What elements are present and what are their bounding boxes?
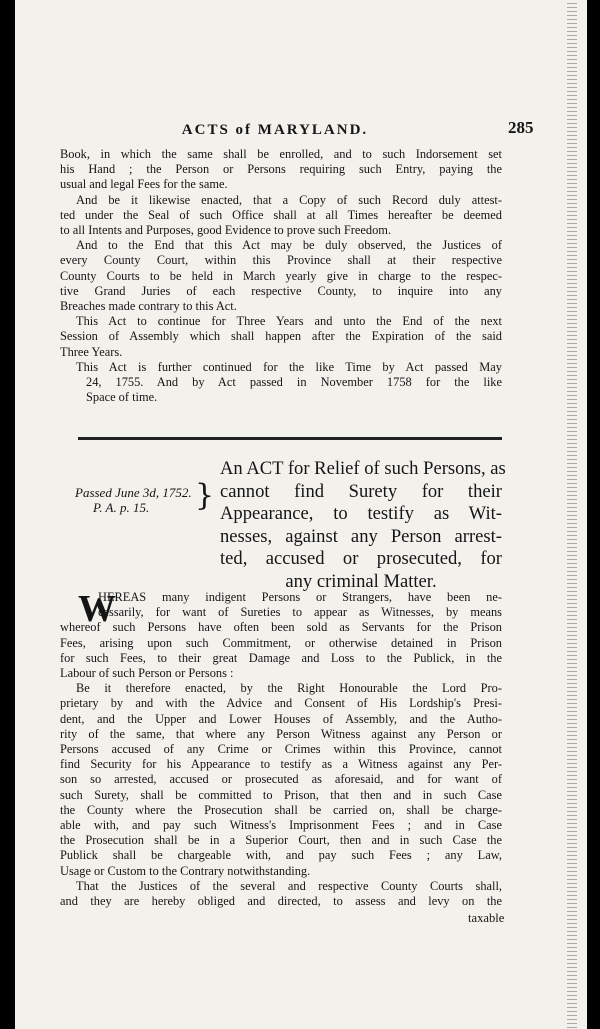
section-divider	[78, 437, 502, 440]
text-line: Labour of such Person or Persons :	[60, 666, 234, 681]
text-line: HEREAS many indigent Persons or Strangers, have been ne-	[98, 590, 502, 604]
text-line: usual and legal Fees for the same.	[60, 177, 228, 192]
act-title-line: cannot find Surety for their	[220, 480, 502, 502]
text-line: prietary by and with the Advice and Consent of His Lordship's Presi-	[60, 696, 502, 711]
act-title-line: ted, accused or prosecuted, for	[220, 548, 502, 569]
act-title	[220, 458, 506, 593]
text-line: And to the End that this Act may be duly observed, the Justices of	[76, 238, 502, 253]
text-line: to all Intents and Purposes, good Evidence to prove such Freedom.	[60, 223, 392, 238]
text-block-act-body	[60, 590, 502, 909]
text-line: Usage or Custom to the Contrary notwithstanding.	[60, 863, 311, 878]
text-line: find Security for his Appearance to testify as a Witness against any Per-	[60, 757, 502, 772]
margin-note	[75, 485, 192, 515]
text-line: Persons accused of any Crime or Crimes within this Province, cannot	[60, 742, 502, 757]
text-line: for such Fees, to their great Damage and Loss to the Publick, in the	[60, 650, 502, 665]
text-line: tive Grand Juries of each respective County, to inquire into any	[60, 283, 502, 298]
text-line: Space of time.	[86, 390, 158, 405]
text-line: County Courts to be held in March yearly give in charge to the respec-	[60, 268, 502, 283]
text-line: the County where the Prosecution shall be carried on, shall be charge-	[60, 802, 502, 817]
text-block-previous-act	[60, 147, 502, 405]
catchword: taxable	[468, 911, 505, 925]
text-line: 24, 1755. And by Act passed in November 1758 for the like	[86, 375, 502, 390]
drop-cap: W	[78, 588, 116, 630]
text-line: Be it therefore enacted, by the Right Honourable the Lord Pro-	[76, 681, 502, 696]
text-line: his Hand ; the Person or Persons requiring such Entry, paying the	[60, 162, 502, 177]
text-line: rity of the same, that where any Person Witness against any Person or	[60, 726, 502, 741]
text-line: Fees, arising upon such Commitment, or otherwise detained in Prison	[60, 635, 502, 650]
text-line: such Surety, shall be committed to Prison, that then and in such Case	[60, 787, 502, 802]
text-line: whereof such Persons have often been sold as Servants for the Prison	[60, 620, 502, 635]
text-line: dent, and the Upper and Lower Houses of Assembly, and the Autho-	[60, 711, 502, 726]
act-title-line: nesses, against any Person arrest-	[220, 525, 502, 547]
text-line: Session of Assembly which shall happen after the Expiration of the said	[60, 329, 502, 344]
document-page	[15, 0, 587, 1029]
margin-note-line: Passed June 3d, 1752.	[75, 485, 192, 500]
running-header-title: ACTS of MARYLAND.	[181, 122, 369, 138]
text-line: This Act to continue for Three Years and unto the End of the next	[76, 314, 502, 329]
page-number: 285	[508, 118, 534, 137]
text-line: and they are hereby obliged and directed, to assess and levy on the	[60, 894, 502, 909]
text-line: And be it likewise enacted, that a Copy of such Record duly attest-	[76, 192, 502, 207]
text-line: able with, and pay such Witness's Imprisonment Fees ; and in Case	[60, 818, 502, 833]
text-line: Three Years.	[60, 344, 123, 359]
act-title-line: any criminal Matter.	[285, 570, 437, 592]
text-line: Book, in which the same shall be enrolled, and to such Indorsement set	[60, 147, 502, 161]
text-line: son so arrested, accused or prosecuted as aforesaid, and for want of	[60, 772, 502, 787]
running-header	[15, 122, 535, 139]
margin-note-line: P. A. p. 15.	[93, 500, 150, 515]
text-line: Publick shall be chargeable with, and pay such Fees ; any Law,	[60, 848, 502, 863]
brace-icon: }	[195, 478, 215, 513]
text-line: the Prosecution shall be in a Superior Court, then and in such Case the	[60, 833, 502, 848]
text-line: every County Court, within this Province shall at their respective	[60, 253, 502, 268]
text-line: Breaches made contrary to this Act.	[60, 299, 237, 314]
text-line: This Act is further continued for the like Time by Act passed May	[76, 359, 502, 374]
act-title-line: An ACT for Relief of such Persons, as	[220, 458, 506, 479]
page-edge-ruler	[567, 0, 577, 1029]
act-title-line: Appearance, to testify as Wit-	[220, 503, 502, 524]
text-line: That the Justices of the several and respective County Courts shall,	[76, 878, 502, 893]
text-line: cessarily, for want of Sureties to appear as Witnesses, by means	[98, 605, 502, 620]
text-line: ted under the Seal of such Office shall at all Times hereafter be deemed	[60, 207, 502, 222]
